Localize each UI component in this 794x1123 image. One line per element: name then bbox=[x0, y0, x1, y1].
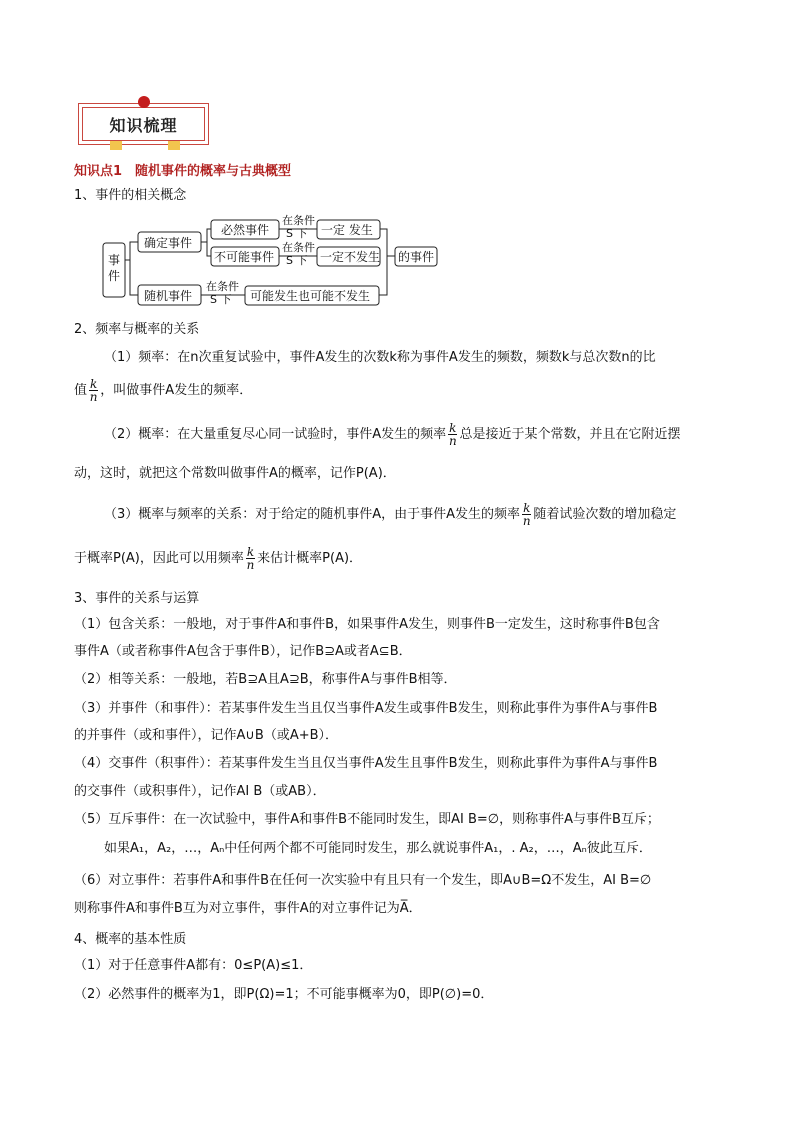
heading-4: 4、概率的基本性质 bbox=[74, 932, 187, 947]
para-3-line: （4）交事件（积事件）：若某事件发生当且仅当事件A发生且事件B发生，则称此事件为事件A与事件B bbox=[74, 756, 658, 771]
heading-3: 3、事件的关系与运算 bbox=[74, 591, 200, 606]
diagram-cond-top-3: 在条件 bbox=[206, 280, 239, 293]
diagram-cond-top-2: 在条件 bbox=[282, 241, 315, 254]
para-2-3a: （3）概率与频率的关系：对于给定的随机事件A，由于事件A发生的频率 $\frac{k}{n}$ 随着试验次数的增加稳定 bbox=[104, 501, 677, 528]
badge-ribbon-right-icon bbox=[168, 141, 180, 150]
diagram-cond-bottom-1: S 下 bbox=[286, 227, 308, 240]
para-2-1a: （1）频率：在n次重复试验中，事件A发生的次数k称为事件A发生的频数，频数k与总次数n的比 bbox=[104, 350, 656, 365]
heading-1: 1、事件的相关概念 bbox=[74, 188, 187, 203]
para-2-1b-pre: 值 bbox=[74, 383, 88, 398]
para-3-line: （1）包含关系：一般地，对于事件A和事件B，如果事件A发生，则事件B一定发生，这时称事件B包含 bbox=[74, 617, 660, 632]
diagram-sure-label: 必然事件 bbox=[221, 223, 270, 237]
section-badge bbox=[78, 99, 211, 149]
diagram-may-happen: 可能发生也可能不发生 bbox=[250, 289, 371, 303]
diagram-random-label: 随机事件 bbox=[144, 289, 193, 303]
para-2-1b-post: ，叫做事件A发生的频率． bbox=[100, 383, 253, 398]
fraction-k-over-n: $\frac{k}{n}$ bbox=[89, 377, 98, 404]
fraction-k-over-n: $\frac{k}{n}$ bbox=[522, 501, 531, 528]
para-2-2b: 动，这时，就把这个常数叫做事件A的概率，记作P(A)． bbox=[74, 466, 396, 481]
para-3-line: 事件A（或者称事件A包含于事件B），记作B⊇A或者A⊆B． bbox=[74, 644, 412, 659]
para-3-line: （6）对立事件：若事件A和事件B在任何一次实验中有且只有一个发生，即A∪B=Ω不发生，AI B=∅ bbox=[74, 873, 652, 888]
para-3-line: 则称事件A和事件B互为对立事件，事件A的对立事件记为A̅． bbox=[74, 901, 422, 916]
para-2-3b: 于概率P(A)，因此可以用频率 $\frac{k}{n}$ 来估计概率P(A)． bbox=[74, 545, 363, 572]
para-2-1b bbox=[74, 378, 252, 403]
diagram-event-label-2: 件 bbox=[108, 269, 121, 283]
fraction-k-over-n: $\frac{k}{n}$ bbox=[246, 545, 255, 572]
para-4-line: （2）必然事件的概率为1，即P(Ω)=1；不可能事概率为0，即P(∅)=0． bbox=[74, 987, 494, 1002]
diagram-impossible-label: 不可能事件 bbox=[214, 250, 275, 264]
fraction-k-over-n: $\frac{k}{n}$ bbox=[448, 421, 457, 448]
para-4-line: （1）对于任意事件A都有：0≤P(A)≤1． bbox=[74, 958, 313, 973]
badge-red-dot-icon bbox=[138, 96, 150, 108]
para-3-line: （3）并事件（和事件）：若某事件发生当且仅当事件A发生或事件B发生，则称此事件为事件A与事件B bbox=[74, 701, 658, 716]
badge-ribbon-left-icon bbox=[110, 141, 122, 150]
diagram-cond-bottom-2: S 下 bbox=[286, 254, 308, 267]
para-3-line: 的并事件（或和事件），记作A∪B（或A+B）． bbox=[74, 728, 339, 743]
para-3-line: 的交事件（或积事件），记作AI B（或AB）． bbox=[74, 784, 326, 799]
diagram-event-label-1: 事 bbox=[108, 253, 121, 267]
para-3-line: （5）互斥事件：在一次试验中，事件A和事件B不能同时发生，即AI B=∅，则称事件A与事件B互斥； bbox=[74, 812, 660, 827]
section-title: 知识点1 随机事件的概率与古典概型 bbox=[74, 164, 292, 179]
para-3-line: （2）相等关系：一般地，若B⊇A且A⊇B，称事件A与事件B相等． bbox=[74, 672, 457, 687]
diagram-cond-top-1: 在条件 bbox=[282, 214, 315, 227]
heading-2: 2、频率与概率的关系 bbox=[74, 322, 200, 337]
para-3-line: 如果A₁，A₂，…，Aₙ中任何两个都不可能同时发生，那么就说事件A₁，. A₂，…，Aₙ彼此互斥． bbox=[104, 841, 652, 856]
event-concept-diagram bbox=[0, 210, 794, 320]
diagram-of-event: 的事件 bbox=[398, 250, 435, 264]
badge-title: 知识梳理 bbox=[109, 116, 178, 135]
diagram-certain-label: 确定事件 bbox=[144, 236, 193, 250]
diagram-must-happen: 一定 发生 bbox=[321, 223, 373, 237]
diagram-cond-bottom-3: S 下 bbox=[210, 293, 232, 306]
para-2-2a: （2）概率：在大量重复尽心同一试验时，事件A发生的频率 $\frac{k}{n}$ 总是接近于某个常数，并且在它附近摆 bbox=[104, 421, 681, 448]
diagram-must-not-happen: 一定不发生 bbox=[320, 250, 381, 264]
